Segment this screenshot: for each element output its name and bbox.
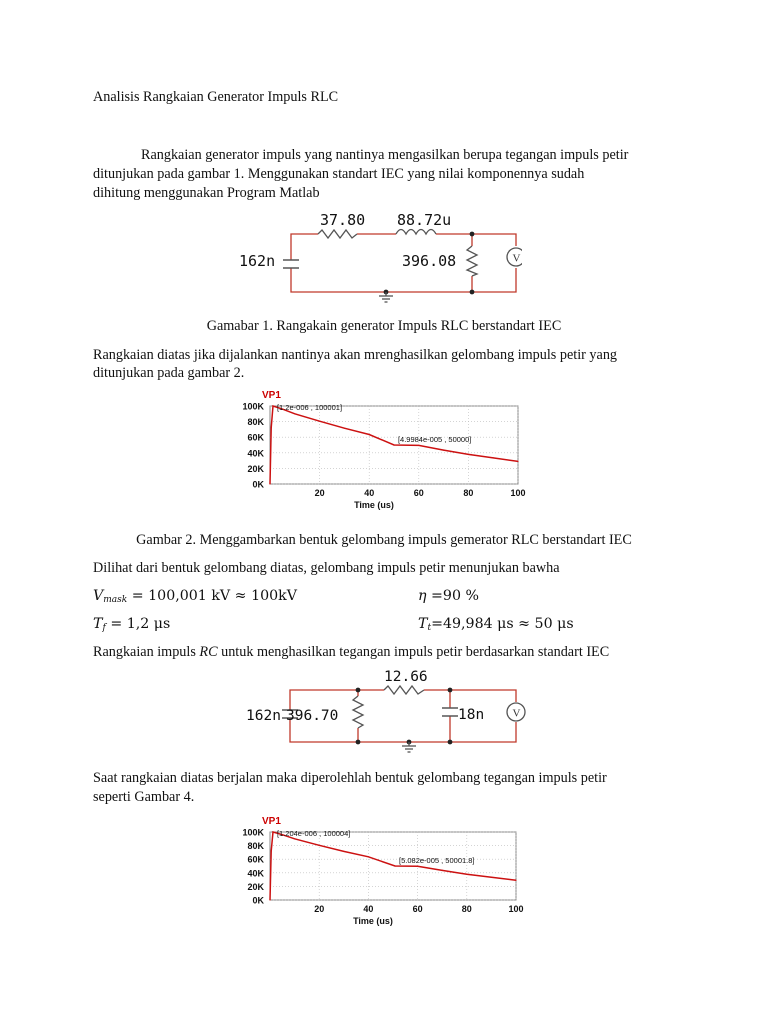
waveform-point xyxy=(368,856,369,857)
x-tick-label: 100 xyxy=(508,904,524,914)
x-tick-label: 80 xyxy=(463,488,474,498)
shunt-resistor-value: 396.08 xyxy=(402,252,457,270)
voltmeter-label: V xyxy=(512,707,521,720)
ground-symbol xyxy=(402,742,416,752)
x-tick-label: 40 xyxy=(364,488,375,498)
tf-equation xyxy=(93,615,170,637)
waveform-point xyxy=(468,454,469,455)
paragraph-1-line-2: ditunjukan pada gambar 1. Menggunakan standart IEC yang nilai komponennya sudah xyxy=(93,166,585,182)
paragraph-1-line-1: Rangkaian generator impuls yang nantinya mengasilkan berupa tegangan impuls petir xyxy=(141,147,629,163)
paragraph-5-line-1: Saat rangkaian diatas berjalan maka diperolehlah bentuk gelombang tegangan impuls petir xyxy=(93,770,607,786)
waveform-point xyxy=(294,413,295,414)
capacitor-1-value: 162n xyxy=(246,708,281,724)
chart-title: VP1 xyxy=(262,390,281,401)
annotation-label: [1.204e-006 , 100004] xyxy=(276,828,351,838)
paragraph-4-post: untuk menghasilkan tegangan impuls petir berdasarkan standart IEC xyxy=(217,644,610,660)
waveform-point xyxy=(271,850,272,851)
waveform-point xyxy=(515,880,516,881)
tt-equation xyxy=(418,615,574,637)
y-tick-label: 40K xyxy=(247,868,264,879)
waveform-point xyxy=(294,838,295,839)
waveform-point xyxy=(319,421,320,422)
x-axis-label: Time (us) xyxy=(353,916,393,926)
vmask-symbol: V xyxy=(93,588,104,604)
waveform-point xyxy=(418,445,419,446)
waveform-point xyxy=(271,427,272,428)
series-resistor-symbol xyxy=(384,686,424,694)
paragraph-2-line-1: Rangkaian diatas jika dijalankan nantinya akan mrenghasilkan gelombang impuls petir yang xyxy=(93,347,618,363)
vmask-value: = 100,001 kV ≈ 100kV xyxy=(127,588,297,604)
tt-subscript: t xyxy=(427,623,432,633)
tt-value: =49,984 μs ≈ 50 μs xyxy=(431,616,574,632)
y-tick-label: 60K xyxy=(247,432,264,443)
waveform-point xyxy=(394,865,395,866)
series-resistor-symbol xyxy=(318,230,357,238)
waveform-point xyxy=(319,845,320,846)
waveform-point xyxy=(269,483,270,484)
waveform-point xyxy=(417,866,418,867)
paragraph-2-line-2: ditunjukan pada gambar 2. xyxy=(93,365,245,381)
y-tick-label: 0K xyxy=(252,895,264,906)
y-tick-label: 40K xyxy=(247,448,264,459)
waveform-point xyxy=(517,461,518,462)
annotation-label: [4.9984e-005 , 50000] xyxy=(397,435,472,444)
waveform-point xyxy=(344,428,345,429)
figure-2-caption: Gambar 2. Menggambarkan bentuk gelombang impuls gemerator RLC berstandart IEC xyxy=(136,532,632,548)
x-tick-label: 40 xyxy=(363,904,374,914)
inductor-symbol xyxy=(396,230,436,235)
eta-value: =90 % xyxy=(426,588,479,604)
x-tick-label: 20 xyxy=(314,904,325,914)
waveform-point xyxy=(272,405,273,406)
junction-dot xyxy=(448,740,453,745)
x-tick-label: 60 xyxy=(412,904,423,914)
voltmeter-label: V xyxy=(512,252,521,265)
capacitor-2-value: 18n xyxy=(458,707,485,723)
waveform-point xyxy=(393,444,394,445)
annotation-label: [5.082e-005 , 50001.8] xyxy=(399,855,475,865)
waveform-point xyxy=(369,434,370,435)
figure-3-rc-circuit xyxy=(244,666,526,754)
vmask-equation xyxy=(93,587,297,609)
waveform-point xyxy=(343,851,344,852)
figure-1-caption: Gamabar 1. Rangakain generator Impuls RLC berstandart IEC xyxy=(206,318,562,334)
x-tick-label: 20 xyxy=(314,488,325,498)
annotation-label: [1.2e-006 , 100001] xyxy=(276,402,343,412)
waveform-point xyxy=(466,874,467,875)
paragraph-4 xyxy=(93,643,609,661)
x-axis-label: Time (us) xyxy=(354,500,394,510)
x-tick-label: 100 xyxy=(510,488,526,498)
y-tick-label: 100K xyxy=(242,827,264,838)
paragraph-3: Dilihat dari bentuk gelombang diatas, gelombang impuls petir menunjukan bawha xyxy=(93,560,560,576)
shunt-resistor-symbol xyxy=(467,246,477,276)
chart-title: VP1 xyxy=(262,816,281,827)
junction-dot xyxy=(470,232,475,237)
capacitor-value: 162n xyxy=(239,252,276,270)
y-tick-label: 20K xyxy=(247,463,264,474)
y-tick-label: 20K xyxy=(247,881,264,892)
document-title: Analisis Rangkaian Generator Impuls RLC xyxy=(93,89,339,105)
tf-subscript: f xyxy=(102,623,106,633)
series-resistor-value: 37.80 xyxy=(320,211,366,229)
waveform-point xyxy=(442,870,443,871)
figure-4-waveform-chart xyxy=(228,812,533,938)
vmask-subscript: mask xyxy=(103,595,128,605)
y-tick-label: 60K xyxy=(247,854,264,865)
x-tick-label: 80 xyxy=(461,904,472,914)
paragraph-5-line-2: seperti Gambar 4. xyxy=(93,789,195,805)
tf-symbol: T xyxy=(93,616,103,632)
waveform-point xyxy=(491,877,492,878)
junction-dot xyxy=(470,290,475,295)
shunt-resistor-symbol xyxy=(353,696,363,728)
paragraph-4-pre: Rangkaian impuls xyxy=(93,644,200,660)
waveform-point xyxy=(272,831,273,832)
series-resistor-value: 12.66 xyxy=(384,669,428,685)
x-tick-label: 60 xyxy=(413,488,424,498)
inductor-value: 88.72u xyxy=(397,211,452,229)
capacitor-2-symbol xyxy=(442,708,458,716)
waveform-point xyxy=(443,450,444,451)
y-tick-label: 0K xyxy=(252,479,264,490)
junction-dot xyxy=(356,740,361,745)
figure-1-rlc-circuit xyxy=(236,208,522,304)
tf-value: = 1,2 μs xyxy=(105,616,171,632)
paragraph-1-line-3: dihitung menggunakan Program Matlab xyxy=(93,185,320,201)
eta-equation xyxy=(418,587,479,605)
figure-2-waveform-chart xyxy=(228,386,533,524)
paragraph-4-rc: RC xyxy=(199,644,218,660)
ground-symbol xyxy=(379,292,393,302)
y-tick-label: 100K xyxy=(242,401,264,412)
shunt-resistor-value: 396.70 xyxy=(286,708,339,724)
waveform-point xyxy=(269,899,270,900)
eta-symbol: η xyxy=(418,588,427,604)
capacitor-symbol xyxy=(283,260,299,268)
waveform-point xyxy=(493,457,494,458)
y-tick-label: 80K xyxy=(247,841,264,852)
tt-symbol: T xyxy=(418,616,428,632)
y-tick-label: 80K xyxy=(247,417,264,428)
junction-dot xyxy=(356,688,361,693)
junction-dot xyxy=(448,688,453,693)
